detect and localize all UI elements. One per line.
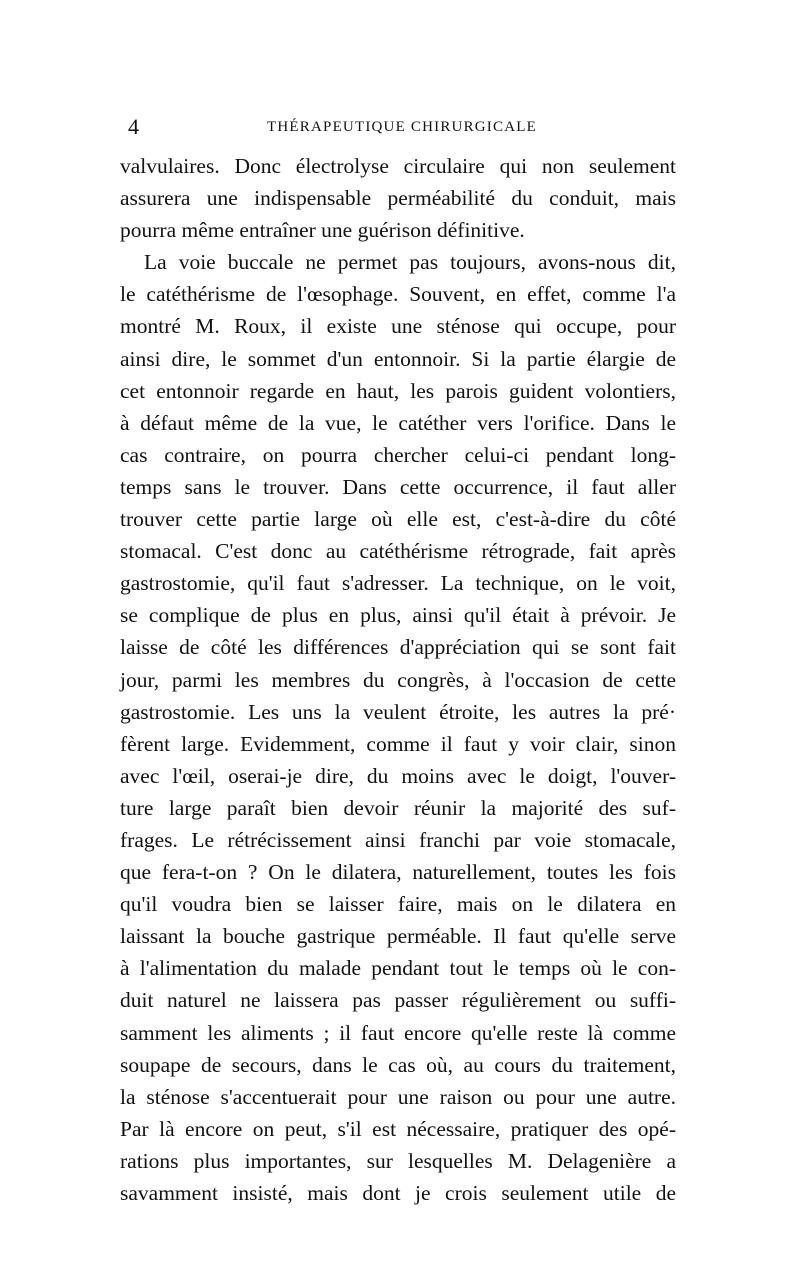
text-line: savamment insisté, mais dont je crois seulement utile de [120, 1181, 676, 1205]
text-line: La voie buccale ne permet pas toujours, avons-nous dit, [144, 250, 676, 275]
text-line: frages. Le rétrécissement ainsi franchi par voie stomacale, [120, 827, 676, 852]
running-title: THÉRAPEUTIQUE CHIRURGICALE [267, 119, 537, 135]
body-text [120, 150, 676, 1209]
text-line: pourra même entraîner une guérison définitive. [120, 218, 525, 243]
text-line: cas contraire, on pourra chercher celui-ci pendant long- [120, 442, 676, 467]
text-line: trouver cette partie large où elle est, c'est-à-dire du côté [120, 507, 676, 532]
text-line: ainsi dire, le sommet d'un entonnoir. Si la partie élargie de [120, 346, 676, 371]
text-line: montré M. Roux, il existe une sténose qui occupe, pour [120, 314, 676, 339]
text-line: laisse de côté les différences d'appréciation qui se sont fait [120, 635, 676, 660]
text-line: valvulaires. Donc électrolyse circulaire qui non seulement [120, 154, 676, 178]
text-line: rations plus importantes, sur lesquelles M. Delagenière a [120, 1148, 676, 1173]
text-line: duit naturel ne laissera pas passer régulièrement ou suffi- [120, 988, 676, 1013]
text-line: gastrostomie. Les uns la veulent étroite, les autres la pré· [120, 699, 676, 724]
text-line: à l'alimentation du malade pendant tout le temps où le con- [120, 956, 676, 981]
text-line: assurera une indispensable perméabilité du conduit, mais [120, 186, 676, 211]
running-header [122, 115, 682, 139]
text-line: se complique de plus en plus, ainsi qu'il était à prévoir. Je [120, 603, 676, 628]
text-line: à défaut même de la vue, le catéther vers l'orifice. Dans le [120, 410, 676, 435]
text-line: soupape de secours, dans le cas où, au cours du traitement, [120, 1052, 676, 1077]
page-number: 4 [128, 114, 139, 139]
text-line: qu'il voudra bien se laisser faire, mais on le dilatera en [120, 892, 676, 917]
text-line: temps sans le trouver. Dans cette occurrence, il faut aller [120, 474, 676, 499]
text-line: jour, parmi les membres du congrès, à l'occasion de cette [120, 667, 676, 692]
text-line: laissant la bouche gastrique perméable. Il faut qu'elle serve [120, 924, 676, 949]
text-line: fèrent large. Evidemment, comme il faut y voir clair, sinon [120, 731, 676, 756]
text-line: cet entonnoir regarde en haut, les parois guident volontiers, [120, 378, 676, 403]
text-line: gastrostomie, qu'il faut s'adresser. La technique, on le voit, [120, 571, 676, 596]
text-line: ture large paraît bien devoir réunir la majorité des suf- [120, 795, 676, 820]
text-line: la sténose s'accentuerait pour une raison ou pour une autre. [120, 1084, 676, 1109]
text-line: samment les aliments ; il faut encore qu'elle reste là comme [120, 1020, 676, 1045]
text-line: stomacal. C'est donc au catéthérisme rétrograde, fait après [120, 539, 676, 564]
text-line: avec l'œil, oserai-je dire, du moins avec le doigt, l'ouver- [120, 763, 676, 788]
text-line: le catéthérisme de l'œsophage. Souvent, en effet, comme l'a [120, 282, 676, 307]
text-line: Par là encore on peut, s'il est nécessaire, pratiquer des opé- [120, 1116, 676, 1141]
text-line: que fera-t-on ? On le dilatera, naturellement, toutes les fois [120, 860, 676, 885]
